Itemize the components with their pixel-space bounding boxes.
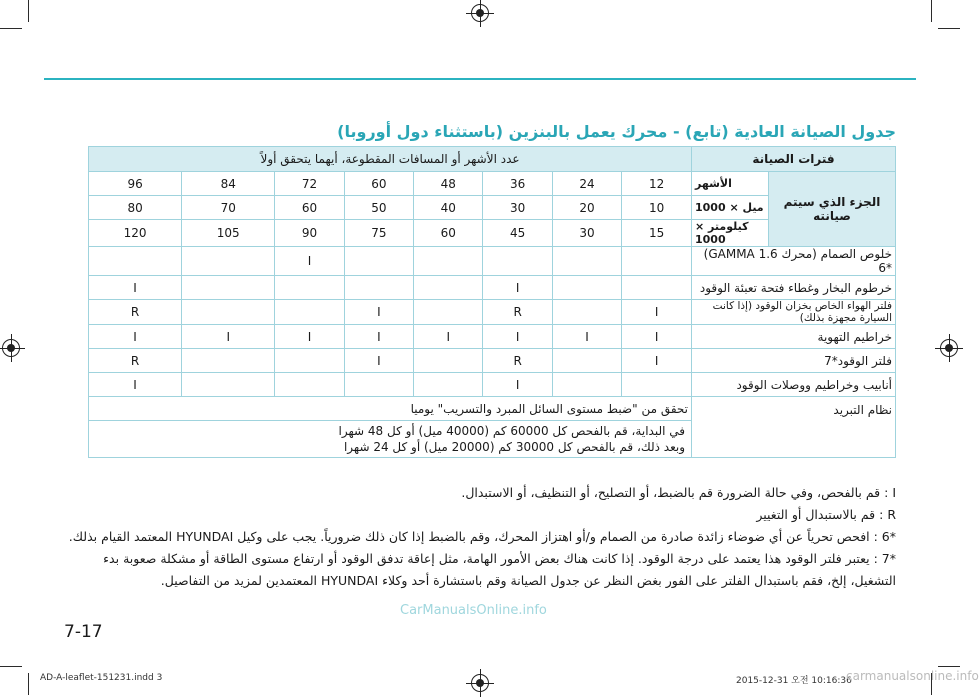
- table-cell: 20: [552, 196, 621, 220]
- table-cell: [275, 373, 344, 397]
- table-cell: [414, 373, 483, 397]
- table-cell: I: [344, 325, 413, 349]
- registration-mark-icon: [471, 4, 489, 22]
- table-cell: [483, 247, 552, 276]
- footer-site: carmanualsonline.info: [846, 669, 979, 683]
- table-cell: 50: [344, 196, 413, 220]
- table-cell: 30: [483, 196, 552, 220]
- table-cell: I: [344, 300, 413, 325]
- table-cell: I: [275, 247, 344, 276]
- table-cell: [552, 349, 621, 373]
- table-cell: I: [89, 276, 182, 300]
- table-cell: 60: [275, 196, 344, 220]
- table-row: [89, 300, 896, 325]
- table-cell: [414, 349, 483, 373]
- table-cell: [182, 300, 275, 325]
- watermark: CarManualsOnline.info: [400, 603, 547, 618]
- table-cell: [622, 276, 692, 300]
- crop-mark: [0, 666, 22, 667]
- table-cell: 90: [275, 220, 344, 247]
- unit-months: الأشهر: [692, 172, 769, 196]
- table-cell: 70: [182, 196, 275, 220]
- table-row: [89, 276, 896, 300]
- table-row: [89, 349, 896, 373]
- table-cell: 105: [182, 220, 275, 247]
- table-cell: 36: [483, 172, 552, 196]
- period-header: فترات الصيانة: [692, 147, 896, 172]
- row-label: خلوص الصمام (محرك GAMMA 1.6) *6: [692, 247, 896, 276]
- table-cell: [275, 300, 344, 325]
- table-cell: I: [182, 325, 275, 349]
- table-cell: [275, 349, 344, 373]
- table-cell: [275, 276, 344, 300]
- table-cell: [414, 300, 483, 325]
- table-cell: R: [483, 349, 552, 373]
- table-row: [89, 247, 896, 276]
- row-label: أنابيب وخراطيم ووصلات الوقود: [692, 373, 896, 397]
- coolant-after: وبعد ذلك، قم بالفحص كل 30000 كم (20000 ميل) أو كل 24 شهرا: [343, 440, 685, 454]
- table-cell: [344, 373, 413, 397]
- table-cell: 84: [182, 172, 275, 196]
- table-cell: R: [483, 300, 552, 325]
- table-cell: 72: [275, 172, 344, 196]
- table-cell: [622, 247, 692, 276]
- table-cell: 60: [414, 220, 483, 247]
- row-label: فلتر الهواء الخاص بخزان الوقود (إذا كانت السيارة مجهزة بذلك): [692, 300, 896, 325]
- footnote-6: *6 : افحص تحرياً عن أي ضوضاء زائدة صادرة من الصمام و/أو اهتزاز المحرك، وقم بالضبط إذا كان ذلك ضرورياً. يجب على وكيل HYUNDAI المعتمد القيام بذلك.: [68, 529, 896, 544]
- table-cell: 96: [89, 172, 182, 196]
- footnote-replace: R : قم بالاستبدال أو التغيير: [756, 507, 896, 522]
- table-cell: I: [552, 325, 621, 349]
- table-cell: [344, 276, 413, 300]
- table-cell: I: [483, 325, 552, 349]
- row-label: فلتر الوقود*7: [692, 349, 896, 373]
- crop-mark: [28, 673, 29, 695]
- table-cell: I: [89, 373, 182, 397]
- crop-mark: [938, 666, 960, 667]
- registration-mark-icon: [471, 674, 489, 692]
- table-cell: 30: [552, 220, 621, 247]
- crop-mark: [0, 28, 22, 29]
- table-cell: I: [483, 373, 552, 397]
- footer-date: 2015-12-31 오전 10:16:36: [736, 676, 852, 686]
- table-cell: I: [89, 325, 182, 349]
- table-cell: [182, 247, 275, 276]
- table-cell: 15: [622, 220, 692, 247]
- table-cell: 45: [483, 220, 552, 247]
- table-cell: [552, 247, 621, 276]
- table-cell: [414, 247, 483, 276]
- footnote-7: *7 : يعتبر فلتر الوقود هذا يعتمد على درجة الوقود. إذا كانت هناك بعض الأمور الهامة، مثل إعاقة تدفق الوقود أو ارتفاع مستوى الطاقة أو مشكلة صعوبة بدء التشغيل، إلخ، فقم باستبدال الفلتر على الفور بغض النظر عن جدول الصيانة وقم باستشارة أحد وكلاء HYUNDAI المعتمدين لمزيد من التفاصيل.: [103, 551, 896, 588]
- table-cell: 75: [344, 220, 413, 247]
- table-cell: [182, 276, 275, 300]
- table-cell: R: [89, 349, 182, 373]
- table-cell: I: [483, 276, 552, 300]
- table-cell: 60: [344, 172, 413, 196]
- header-rule: [44, 78, 916, 80]
- table-cell: I: [414, 325, 483, 349]
- table-cell: 120: [89, 220, 182, 247]
- table-cell: [89, 247, 182, 276]
- table-cell: 24: [552, 172, 621, 196]
- table-cell: 10: [622, 196, 692, 220]
- unit-miles: ميل × 1000: [692, 196, 769, 220]
- table-cell: R: [89, 300, 182, 325]
- table-cell: 48: [414, 172, 483, 196]
- registration-mark-icon: [2, 339, 20, 357]
- crop-mark: [931, 0, 932, 22]
- footnotes: [64, 482, 896, 592]
- table-cell: [344, 247, 413, 276]
- table-cell: [552, 373, 621, 397]
- page-number: 7-17: [64, 622, 103, 642]
- table-cell: I: [622, 349, 692, 373]
- table-cell: 12: [622, 172, 692, 196]
- crop-mark: [938, 28, 960, 29]
- table-cell: 80: [89, 196, 182, 220]
- maintenance-table: [88, 146, 896, 458]
- table-row: [89, 397, 896, 421]
- page-title: جدول الصيانة العادية (تابع) - محرك يعمل بالبنزين (باستثناء دول أوروبا): [337, 122, 896, 141]
- table-cell: I: [344, 349, 413, 373]
- registration-mark-icon: [940, 339, 958, 357]
- table-cell: [552, 300, 621, 325]
- table-cell: 40: [414, 196, 483, 220]
- interval-header: عدد الأشهر أو المسافات المقطوعة، أيهما يتحقق أولاً: [89, 147, 692, 172]
- table-cell: [182, 373, 275, 397]
- table-cell: I: [275, 325, 344, 349]
- footnote-inspect: I : قم بالفحص، وفي حالة الضرورة قم بالضبط، أو التصليح، أو التنظيف، أو الاستبدال.: [461, 485, 896, 500]
- table-cell: [622, 373, 692, 397]
- table-cell: I: [622, 325, 692, 349]
- system-part-label: الجزء الذي سيتم صيانته: [769, 172, 896, 247]
- table-cell: [414, 276, 483, 300]
- table-cell: I: [622, 300, 692, 325]
- table-row: [89, 325, 896, 349]
- row-label: خراطيم التهوية: [692, 325, 896, 349]
- row-label: خرطوم البخار وغطاء فتحة تعبئة الوقود: [692, 276, 896, 300]
- coolant-check: تحقق من "ضبط مستوى السائل المبرد والتسريب" يوميا: [89, 397, 692, 421]
- unit-kilometers: كيلومتر × 1000: [692, 220, 769, 247]
- crop-mark: [28, 0, 29, 22]
- table-row: [89, 373, 896, 397]
- table-cell: [182, 349, 275, 373]
- table-cell: [552, 276, 621, 300]
- row-label-cooling-system: نظام التبريد: [692, 397, 896, 458]
- coolant-interval: [89, 421, 692, 458]
- footer-file: AD-A-leaflet-151231.indd 3: [40, 673, 163, 683]
- coolant-initial: في البداية، قم بالفحص كل 60000 كم (40000 ميل) أو كل 48 شهرا: [338, 424, 685, 438]
